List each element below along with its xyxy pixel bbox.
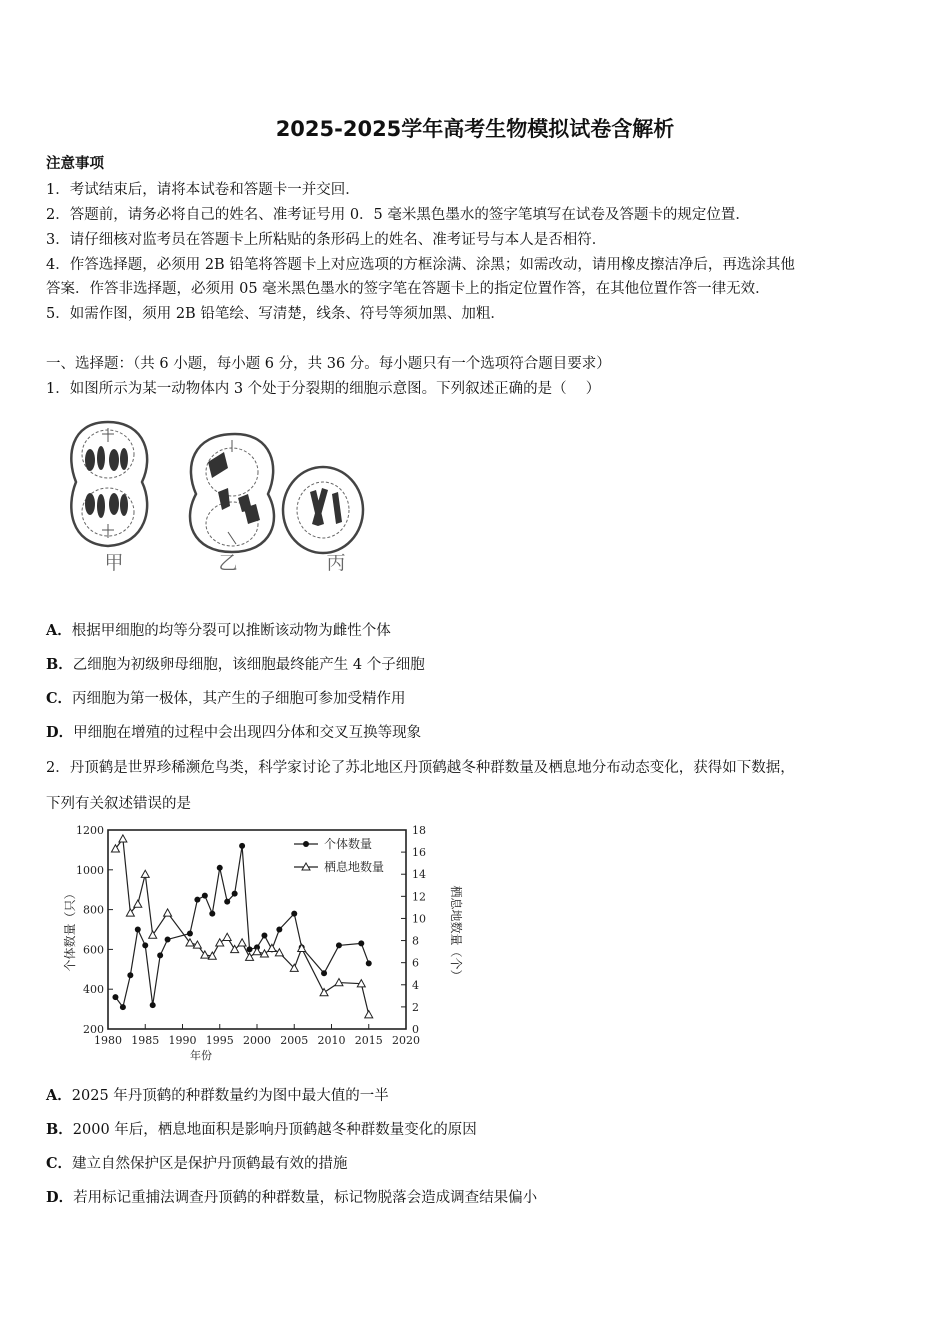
option-letter: A． <box>46 1087 72 1104</box>
y-right-tick-label: 14 <box>412 868 426 882</box>
point-individuals <box>366 960 372 966</box>
q2-option-a <box>46 1084 389 1105</box>
y-right-tick-label: 6 <box>412 956 419 970</box>
legend-label-habitats: 栖息地数量 <box>324 860 385 874</box>
option-text: 2000 年后，栖息地面积是影响丹顶鹤越冬种群数量变化的原因 <box>72 1122 477 1138</box>
q1-option-d <box>46 721 421 742</box>
y-right-tick-label: 2 <box>412 1000 419 1014</box>
point-individuals <box>209 911 215 917</box>
q2-option-d <box>46 1186 537 1207</box>
question-2-stem-cont: 下列有关叙述错误的是 <box>46 796 191 812</box>
point-individuals <box>261 932 267 938</box>
option-text: 乙细胞为初级卵母细胞，该细胞最终能产生 4 个子细胞 <box>72 657 425 673</box>
x-tick-label: 2020 <box>392 1034 420 1047</box>
cell-label-yi: 乙 <box>218 552 238 574</box>
point-individuals <box>112 994 118 1000</box>
y-left-tick-label: 600 <box>83 943 104 957</box>
option-letter: C． <box>46 1155 73 1172</box>
y-right-tick-label: 12 <box>412 890 426 904</box>
point-individuals <box>321 970 327 976</box>
q2-option-c <box>46 1152 348 1173</box>
cell-division-figure <box>60 412 390 578</box>
legend-label-individuals: 个体数量 <box>324 837 373 851</box>
point-individuals <box>217 865 223 871</box>
y-right-tick-label: 8 <box>412 934 419 948</box>
point-individuals <box>239 843 245 849</box>
point-individuals <box>127 972 133 978</box>
point-habitats <box>275 949 283 956</box>
point-individuals <box>224 899 230 905</box>
x-tick-label: 2005 <box>280 1034 309 1047</box>
x-tick-label: 2015 <box>354 1034 383 1047</box>
y-right-tick-label: 4 <box>412 978 419 992</box>
y-right-axis-title: 栖息地数量（个） <box>449 885 463 982</box>
notice-item: 1．考试结束后，请将本试卷和答题卡一并交回． <box>46 182 360 198</box>
x-tick-label: 1980 <box>94 1034 122 1047</box>
x-tick-label: 1990 <box>168 1034 197 1047</box>
y-left-tick-label: 800 <box>83 903 104 917</box>
question-2-stem: 2．丹顶鹤是世界珍稀濒危鸟类，科学家讨论了苏北地区丹顶鹤越冬种群数量及栖息地分布动态变化，获得如下数据， <box>46 760 795 776</box>
point-individuals <box>336 942 342 948</box>
option-letter: C． <box>46 690 73 707</box>
point-habitats <box>149 931 157 938</box>
option-text: 若用标记重捕法调查丹顶鹤的种群数量，标记物脱落会造成调查结果偏小 <box>73 1190 538 1206</box>
point-habitats <box>238 939 246 946</box>
point-habitats <box>216 939 224 946</box>
y-left-axis-title: 个体数量（只） <box>63 887 77 972</box>
notice-item: 3．请仔细核对监考员在答题卡上所粘贴的条形码上的姓名、准考证号与本人是否相符． <box>46 232 607 248</box>
cell-label-bing: 丙 <box>326 552 346 574</box>
x-tick-label: 1985 <box>131 1034 160 1047</box>
y-left-tick-label: 1000 <box>76 863 104 877</box>
point-individuals <box>358 940 364 946</box>
legend-marker-individuals <box>303 841 309 847</box>
point-individuals <box>202 893 208 899</box>
question-1-stem: 1．如图所示为某一动物体内 3 个处于分裂期的细胞示意图。下列叙述正确的是（ ） <box>46 381 601 397</box>
q2-option-b <box>46 1118 477 1139</box>
option-letter: B． <box>46 656 73 673</box>
notice-item: 4．作答选择题，必须用 2B 铅笔将答题卡上对应选项的方框涂满、涂黑；如需改动，请用橡皮擦洁净后，再选涂其他 <box>46 257 795 273</box>
y-left-tick-label: 1200 <box>76 824 104 837</box>
point-individuals <box>120 1004 126 1010</box>
q1-option-a <box>46 619 391 640</box>
point-habitats <box>320 989 328 996</box>
point-habitats <box>164 909 172 916</box>
option-text: 根据甲细胞的均等分裂可以推断该动物为雌性个体 <box>71 623 391 639</box>
notice-item: 2．答题前，请务必将自己的姓名、准考证号用 0．5 毫米黑色墨水的签字笔填写在试卷及答题卡的规定位置． <box>46 207 750 223</box>
option-text: 甲细胞在增殖的过程中会出现四分体和交叉互换等现象 <box>73 725 422 741</box>
point-habitats <box>119 835 127 842</box>
point-habitats <box>246 953 254 960</box>
notice-item: 答案．作答非选择题，必须用 05 毫米黑色墨水的签字笔在答题卡上的指定位置作答，在其他位置作答一律无效． <box>46 281 770 297</box>
point-individuals <box>165 936 171 942</box>
point-habitats <box>134 900 142 907</box>
y-right-tick-label: 0 <box>412 1023 419 1036</box>
point-individuals <box>187 930 193 936</box>
page-title: 2025-2025学年高考生物模拟试卷含解析 <box>275 117 675 141</box>
x-tick-label: 2000 <box>243 1034 271 1047</box>
point-individuals <box>291 911 297 917</box>
section-heading: 一、选择题：（共 6 小题，每小题 6 分，共 36 分。每小题只有一个选项符合题目要求） <box>46 356 611 372</box>
point-individuals <box>142 942 148 948</box>
y-right-tick-label: 16 <box>412 846 426 860</box>
point-individuals <box>150 1002 156 1008</box>
option-letter: D． <box>46 1189 74 1206</box>
point-individuals <box>135 927 141 933</box>
point-habitats <box>223 933 231 940</box>
option-letter: D． <box>46 724 74 741</box>
y-left-tick-label: 400 <box>83 983 104 997</box>
y-right-tick-label: 18 <box>412 824 426 837</box>
point-individuals <box>247 946 253 952</box>
notice-item: 5．如需作图，须用 2B 铅笔绘、写清楚，线条、符号等须加黑、加粗． <box>46 306 505 322</box>
point-habitats <box>365 1011 373 1018</box>
option-text: 丙细胞为第一极体，其产生的子细胞可参加受精作用 <box>72 691 406 707</box>
point-individuals <box>276 927 282 933</box>
q1-option-b <box>46 653 425 674</box>
option-letter: B． <box>46 1121 73 1138</box>
point-individuals <box>232 891 238 897</box>
option-letter: A． <box>46 622 72 639</box>
option-text: 2025 年丹顶鹤的种群数量约为图中最大值的一半 <box>71 1088 389 1104</box>
point-individuals <box>157 952 163 958</box>
point-individuals <box>194 897 200 903</box>
x-tick-label: 1995 <box>205 1034 234 1047</box>
notice-heading: 注意事项 <box>46 155 104 172</box>
y-left-tick-label: 200 <box>83 1023 104 1036</box>
x-tick-label: 2010 <box>317 1034 346 1047</box>
option-text: 建立自然保护区是保护丹顶鹤最有效的措施 <box>72 1156 348 1172</box>
population-chart <box>56 820 476 1070</box>
x-axis-title: 年份 <box>190 1049 212 1062</box>
cell-label-jia: 甲 <box>104 552 124 574</box>
y-right-tick-label: 10 <box>412 912 426 926</box>
point-habitats <box>141 870 149 877</box>
q1-option-c <box>46 687 406 708</box>
